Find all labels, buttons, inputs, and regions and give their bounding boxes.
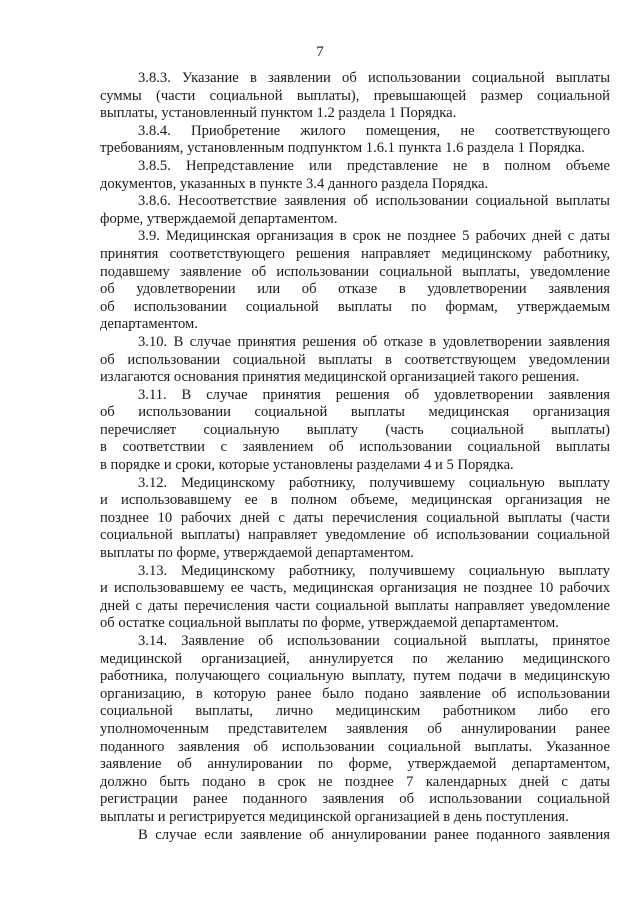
text-line: в порядке и сроки, которые установлены разделами 4 и 5 Порядка. [100, 457, 514, 474]
document-body [100, 70, 610, 844]
text-line: принятия соответствующего решения направляет медицинскому работнику, [100, 245, 610, 262]
text-line: перечисляет социальную выплату (часть социальной выплаты) [100, 421, 610, 438]
text-line: социальной выплаты) направляет уведомление об использовании социальной [100, 527, 610, 544]
text-line: об использовании социальной выплаты медицинская организация [100, 404, 610, 421]
text-line: 3.10. В случае принятия решения об отказе в удовлетворении заявления [138, 333, 610, 350]
text-line: позднее 10 рабочих дней с даты перечисления социальной выплаты (части [100, 509, 610, 526]
paragraph-3-11 [100, 387, 610, 475]
text-line: уполномоченным представителем заявления об аннулировании ранее [100, 720, 610, 737]
text-line: документов, указанных в пункте 3.4 данного раздела Порядка. [100, 175, 489, 192]
paragraph-3-8-6 [100, 193, 610, 228]
text-line: 3.9. Медицинская организация в срок не позднее 5 рабочих дней с даты [138, 228, 610, 245]
text-line: об остатке социальной выплаты по форме, утверждаемой департаментом. [100, 615, 559, 632]
text-line: 3.8.6. Несоответствие заявления об использовании социальной выплаты [138, 193, 610, 210]
text-line: об использовании социальной выплаты в соответствующем уведомлении [100, 351, 610, 368]
text-line: регистрации ранее поданного заявления об использовании социальной [100, 791, 610, 808]
text-line: организацию, в которую ранее было подано заявление об использовании [100, 685, 610, 702]
text-line: суммы (части социальной выплаты), превышающей размер социальной [100, 87, 610, 104]
text-line: 3.8.4. Приобретение жилого помещения, не соответствующего [138, 122, 610, 139]
text-line: в соответствии с заявлением об использовании социальной выплаты [100, 439, 610, 456]
text-line: и использовавшему ее в полном объеме, медицинская организация не [100, 492, 610, 509]
text-line: В случае если заявление об аннулировании ранее поданного заявления [138, 826, 610, 843]
paragraph-3-9 [100, 228, 610, 334]
paragraph-3-14 [100, 633, 610, 827]
text-line: заявление об аннулировании по форме, утверждаемой департаментом, [100, 756, 610, 773]
text-line: поданного заявления об использовании социальной выплаты. Указанное [100, 738, 610, 755]
text-line: департаментом. [100, 316, 198, 333]
text-line: требованиям, установленным подпунктом 1.6.1 пункта 1.6 раздела 1 Порядка. [100, 140, 585, 157]
text-line: 3.8.5. Непредставление или представление не в полном объеме [138, 157, 610, 174]
text-line: 3.14. Заявление об использовании социальной выплаты, принятое [138, 633, 610, 649]
text-line: выплаты и регистрируется медицинской организацией в день поступления. [100, 808, 569, 825]
page-number: 7 [316, 44, 324, 60]
text-line: 3.11. В случае принятия решения об удовлетворении заявления [138, 386, 610, 403]
text-line: 3.13. Медицинскому работнику, получившему социальную выплату [138, 562, 610, 579]
paragraph-3-12 [100, 475, 610, 563]
paragraph-3-10 [100, 334, 610, 387]
text-line: об использовании социальной выплаты по формам, утверждаемым [100, 298, 610, 315]
text-line: излагаются основания принятия медицинской организацией такого решения. [100, 369, 580, 386]
paragraph-3-8-3 [100, 70, 610, 123]
text-line: подавшему заявление об использовании социальной выплаты, уведомление [100, 263, 610, 280]
paragraph-3-8-4 [100, 123, 610, 158]
text-line: выплаты по форме, утверждаемой департаментом. [100, 545, 414, 562]
text-line: и использовавшему ее часть, медицинская организация не позднее 10 рабочих [100, 580, 610, 597]
text-line: 3.12. Медицинскому работнику, получившему социальную выплату [138, 474, 610, 491]
text-line: работника, получающего социальную выплату, путем подачи в медицинскую [100, 668, 610, 685]
text-line: об удовлетворении или об отказе в удовлетворении заявления [100, 281, 610, 298]
text-line: должно быть подано в срок не позднее 7 календарных дней с даты [100, 773, 610, 790]
text-line: медицинской организацией, аннулируется по желанию медицинского [100, 650, 610, 667]
text-line: 3.8.3. Указание в заявлении об использовании социальной выплаты [138, 70, 610, 86]
text-line: дней с даты перечисления части социальной выплаты направляет уведомление [100, 597, 610, 614]
paragraph-3-13 [100, 563, 610, 633]
paragraph-last [100, 827, 610, 845]
text-line: социальной выплаты, лично медицинским работником либо его [100, 703, 610, 720]
text-line: выплаты, установленный пунктом 1.2 раздела 1 Порядка. [100, 105, 457, 122]
paragraph-3-8-5 [100, 158, 610, 193]
text-line: форме, утверждаемой департаментом. [100, 210, 338, 227]
